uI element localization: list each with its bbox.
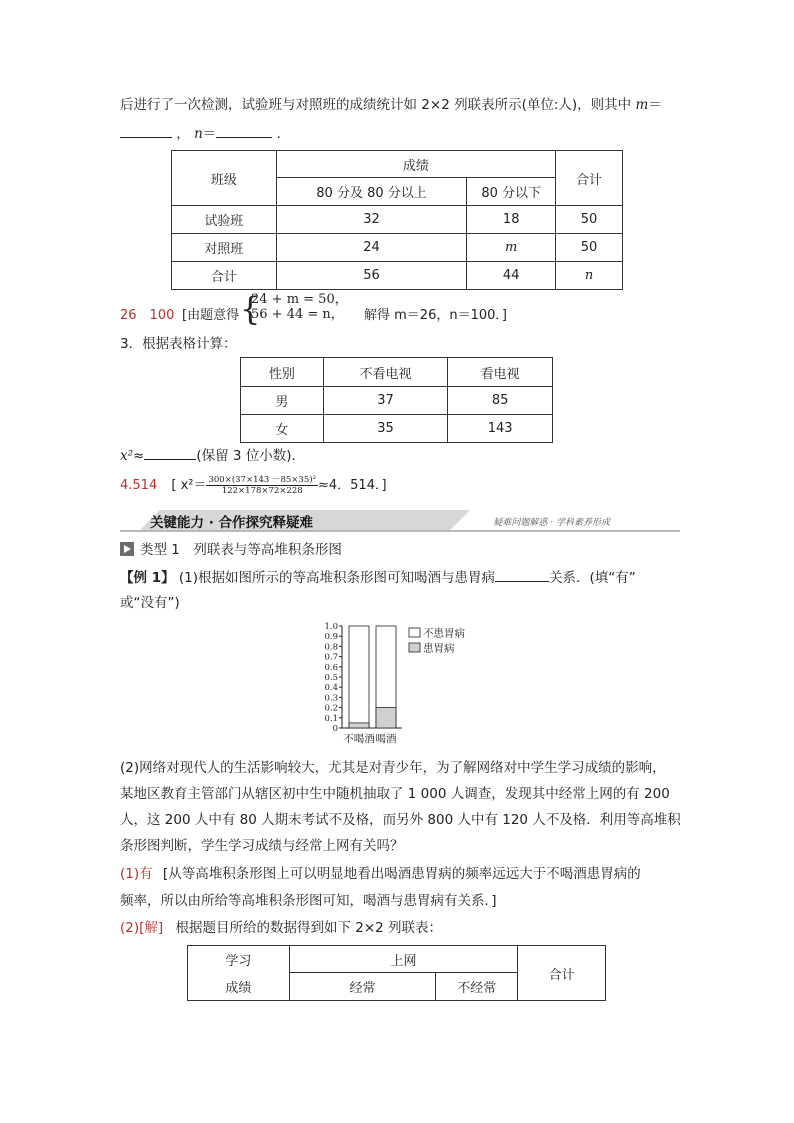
answer-text: [从等高堆积条形图上可以明显地看出喝酒患胃病的频率远远大于不喝酒患胃病的 bbox=[162, 866, 641, 882]
cell: 18 bbox=[467, 206, 556, 234]
y-tick-label: 0.3 bbox=[324, 693, 338, 704]
section-banner bbox=[120, 508, 680, 534]
cell: 37 bbox=[323, 387, 448, 415]
fraction-numerator: 300×(37×143 －85×35)² bbox=[208, 475, 316, 485]
y-tick-label: 0.7 bbox=[324, 652, 338, 663]
intro-sentence: 后进行了一次检测，试验班与对照班的成绩统计如 2×2 列联表所示(单位:人)，则其中 bbox=[120, 97, 632, 113]
x-tick-label: 喝酒 bbox=[375, 733, 397, 745]
header-gender: 性别 bbox=[241, 358, 324, 387]
cell: 50 bbox=[556, 234, 623, 262]
banner-title: 关键能力 · 合作探究释疑难 bbox=[150, 515, 314, 531]
header-often: 经常 bbox=[289, 973, 436, 1001]
question-3-title: 3．根据表格计算： bbox=[120, 336, 237, 352]
table-row bbox=[172, 206, 623, 234]
comma: ， bbox=[176, 126, 190, 142]
q2-line: (2)网络对现代人的生活影响较大，尤其是对青少年，为了解网络对中学生学习成绩的影响， bbox=[120, 760, 666, 776]
cell: 35 bbox=[323, 415, 448, 443]
answer-text: 根据题目所给的数据得到如下 2×2 列联表： bbox=[175, 920, 443, 936]
chi-label: x²≈ bbox=[120, 448, 145, 464]
answer-label: (2)[解] bbox=[120, 920, 164, 936]
table-row bbox=[241, 387, 553, 415]
row-label: 男 bbox=[241, 387, 324, 415]
header-above-80: 80 分及 80 分以上 bbox=[276, 178, 467, 206]
type-title: 类型 1 列联表与等高堆积条形图 bbox=[140, 542, 342, 558]
y-tick-label: 0.8 bbox=[324, 642, 338, 653]
y-tick-label: 0 bbox=[332, 724, 338, 734]
answer-pre: [ x²＝ bbox=[171, 478, 207, 493]
cell: 143 bbox=[448, 415, 553, 443]
legend-label: 不患胃病 bbox=[423, 627, 465, 640]
q2-line: 某地区教育主管部门从辖区初中生中随机抽取了 1 000 人调查，发现其中经常上网的有 200 bbox=[120, 786, 670, 802]
cell: 32 bbox=[276, 206, 467, 234]
answer-3 bbox=[120, 474, 387, 496]
answer-ex-1 bbox=[120, 864, 641, 884]
table-tv bbox=[240, 357, 553, 443]
var-m: m bbox=[635, 97, 649, 113]
answer-value: 4.514 bbox=[120, 478, 158, 493]
chi-line bbox=[120, 445, 305, 466]
header-class: 班级 bbox=[172, 151, 277, 206]
equation-2: 56 + 44 = n， bbox=[251, 307, 344, 322]
example-tag: 【例 1】 bbox=[120, 570, 175, 586]
header-not-watch: 不看电视 bbox=[323, 358, 448, 387]
blank-m[interactable] bbox=[120, 123, 172, 138]
answer-pre: [由题意得 bbox=[182, 308, 240, 323]
cell: 85 bbox=[448, 387, 553, 415]
blank-relation[interactable] bbox=[495, 567, 549, 582]
equation-1: 24 + m = 50， bbox=[251, 292, 348, 307]
header-watch: 看电视 bbox=[448, 358, 553, 387]
y-tick-label: 0.5 bbox=[324, 673, 338, 683]
brace-icon: { bbox=[240, 290, 261, 328]
stacked-bar-chart bbox=[316, 618, 486, 746]
chi-fraction bbox=[206, 475, 318, 496]
example-text: (1)根据如图所示的等高堆积条形图可知喝酒与患胃病 bbox=[178, 570, 496, 586]
type-heading bbox=[120, 540, 342, 560]
table-row bbox=[172, 262, 623, 290]
y-tick-label: 0.2 bbox=[324, 703, 338, 714]
blank-n[interactable] bbox=[216, 123, 272, 138]
table-row bbox=[172, 234, 623, 262]
period: . bbox=[276, 126, 281, 142]
header-total: 合计 bbox=[518, 946, 606, 1001]
blank-chi[interactable] bbox=[144, 445, 196, 460]
intro-text bbox=[120, 95, 662, 115]
y-tick-label: 0.9 bbox=[324, 632, 338, 643]
bar-sick bbox=[349, 723, 369, 728]
header-internet: 上网 bbox=[289, 946, 517, 973]
table-row bbox=[241, 415, 553, 443]
table-internet bbox=[187, 945, 606, 1001]
legend-swatch bbox=[409, 643, 420, 652]
bar-sick bbox=[376, 708, 396, 728]
q2-line: 条形图判断，学生学习成绩与经常上网有关吗？ bbox=[120, 838, 404, 854]
chi-note: (保留 3 位小数)． bbox=[196, 448, 306, 464]
row-label: 女 bbox=[241, 415, 324, 443]
row-label: 试验班 bbox=[172, 206, 277, 234]
cell: m bbox=[467, 234, 556, 262]
table-scores bbox=[171, 150, 623, 290]
answer-label: (1)有 bbox=[120, 866, 153, 882]
y-tick-label: 1.0 bbox=[324, 622, 338, 632]
answer-post: 解得 m＝26，n＝100．] bbox=[364, 308, 507, 323]
legend-swatch bbox=[409, 628, 420, 637]
example-text: 关系．(填“有” bbox=[549, 570, 636, 586]
eq-sign: ＝ bbox=[648, 97, 662, 113]
header-study: 学习 bbox=[188, 946, 290, 973]
eq-sign: ＝ bbox=[202, 126, 217, 142]
cell: n bbox=[556, 262, 623, 290]
row-label: 合计 bbox=[172, 262, 277, 290]
intro-blanks bbox=[120, 123, 281, 144]
row-label: 对照班 bbox=[172, 234, 277, 262]
legend-label: 患胃病 bbox=[423, 642, 455, 655]
answer-values: 26 100 bbox=[120, 308, 175, 323]
example-1-line-2: 或“没有”) bbox=[120, 595, 180, 611]
play-icon bbox=[120, 542, 134, 556]
q2-line: 人，这 200 人中有 80 人期末考试不及格，而另外 800 人中有 120 人不及格．利用等高堆积 bbox=[120, 812, 681, 828]
cell: 44 bbox=[467, 262, 556, 290]
answer-ex-3 bbox=[120, 918, 442, 938]
cell: 56 bbox=[276, 262, 467, 290]
y-tick-label: 0.6 bbox=[324, 662, 338, 673]
x-tick-label: 不喝酒 bbox=[343, 733, 375, 745]
fraction-denominator: 122×178×72×228 bbox=[221, 486, 303, 496]
bar-healthy bbox=[349, 626, 369, 728]
answer-post: ≈4．514．] bbox=[317, 478, 387, 493]
header-score: 成绩 bbox=[188, 973, 290, 1001]
header-score: 成绩 bbox=[276, 151, 555, 178]
header-total: 合计 bbox=[556, 151, 623, 206]
answer-ex-2: 频率，所以由所给等高堆积条形图可知，喝酒与患胃病有关系．] bbox=[120, 893, 497, 909]
y-tick-label: 0.1 bbox=[324, 713, 338, 724]
header-below-80: 80 分以下 bbox=[467, 178, 556, 206]
example-1-line-1 bbox=[120, 567, 636, 588]
var-n: n bbox=[194, 126, 203, 142]
cell: 24 bbox=[276, 234, 467, 262]
y-tick-label: 0.4 bbox=[324, 683, 338, 694]
cell: 50 bbox=[556, 206, 623, 234]
banner-subtitle: 疑难问题解惑 · 学科素养形成 bbox=[493, 518, 610, 528]
header-not-often: 不经常 bbox=[436, 973, 518, 1001]
